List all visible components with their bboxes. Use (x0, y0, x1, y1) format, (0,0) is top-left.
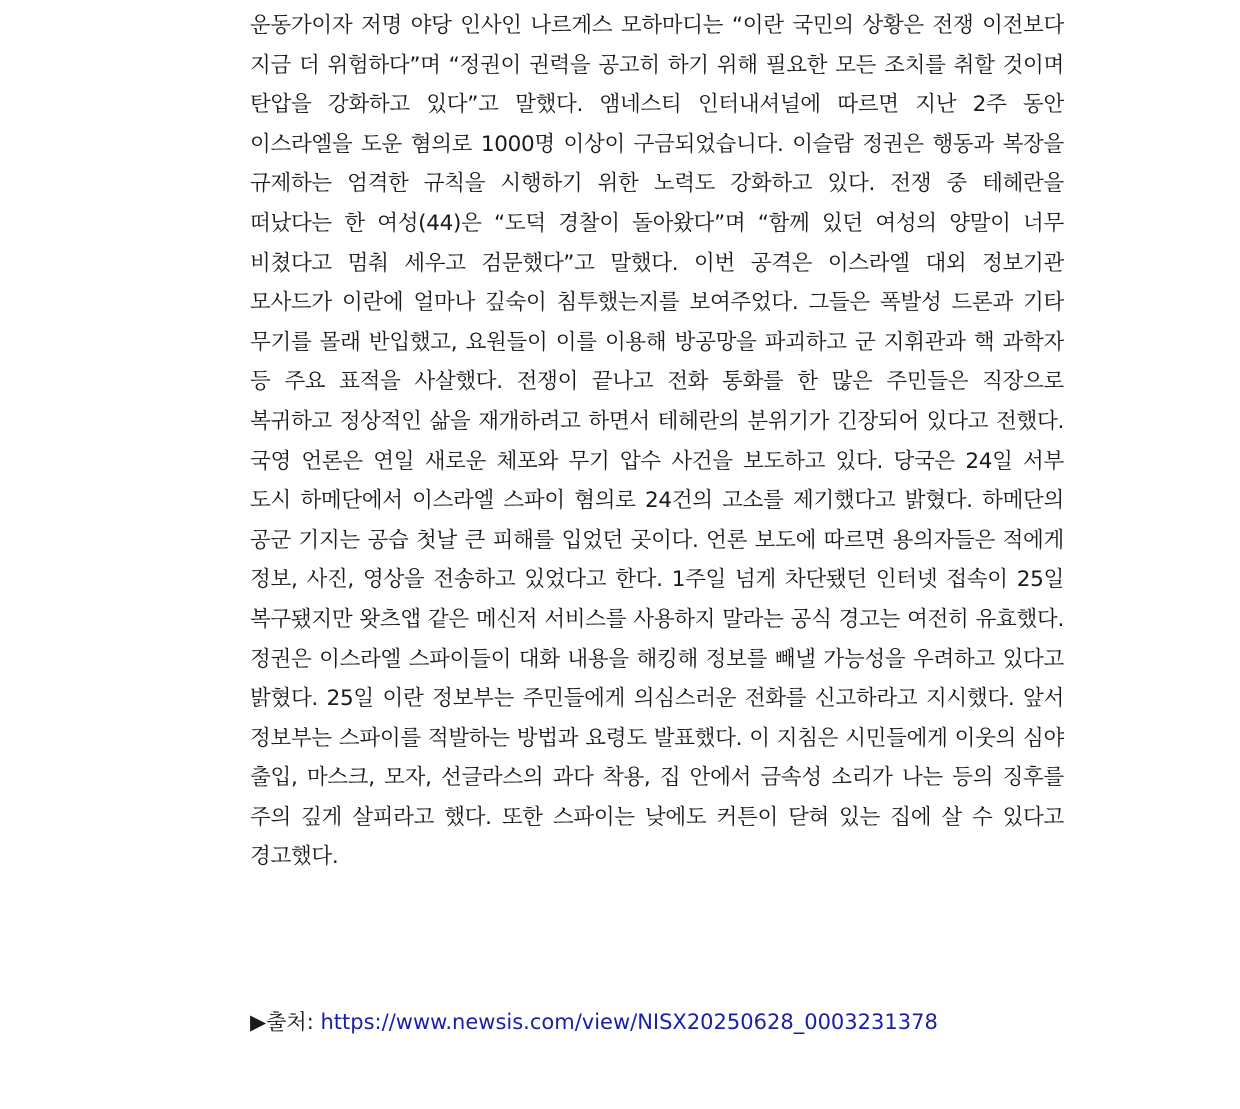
article-body: 운동가이자 저명 야당 인사인 나르게스 모하마디는 “이란 국민의 상황은 전쟁 이전보다 지금 더 위험하다”며 “정권이 권력을 공고히 하기 위해 필요한 모든 조치를 취할 것이며 탄압을 강화하고 있다”고 말했다. 앰네스티 인터내셔널에 따르면 지난 2주 동안 이스라엘을 도운 혐의로 1000명 이상이 구금되었습니다. 이슬람 정권은 행동과 복장을 규제하는 엄격한 규칙을 시행하기 위한 노력도 강화하고 있다. 전쟁 중 테헤란을 떠났다는 한 여성(44)은 “도덕 경찰이 돌아왔다”며 “함께 있던 여성의 양말이 너무 비쳤다고 멈춰 세우고 검문했다”고 말했다. 이번 공격은 이스라엘 대외 정보기관 모사드가 이란에 얼마나 깊숙이 침투했는지를 보여주었다. 그들은 폭발성 드론과 기타 무기를 몰래 반입했고, 요원들이 이를 이용해 방공망을 파괴하고 군 지휘관과 핵 과학자 등 주요 표적을 사살했다. 전쟁이 끝나고 전화 통화를 한 많은 주민들은 직장으로 복귀하고 정상적인 삶을 재개하려고 하면서 테헤란의 분위기가 긴장되어 있다고 전했다. 국영 언론은 연일 새로운 체포와 무기 압수 사건을 보도하고 있다. 당국은 24일 서부 도시 하메단에서 이스라엘 스파이 혐의로 24건의 고소를 제기했다고 밝혔다. 하메단의 공군 기지는 공습 첫날 큰 피해를 입었던 곳이다. 언론 보도에 따르면 용의자들은 적에게 정보, 사진, 영상을 전송하고 있었다고 한다. 1주일 넘게 차단됐던 인터넷 접속이 25일 복구됐지만 왓츠앱 같은 메신저 서비스를 사용하지 말라는 공식 경고는 여전히 유효했다. 정권은 이스라엘 스파이들이 대화 내용을 해킹해 정보를 빼낼 가능성을 우려하고 있다고 밝혔다. 25일 이란 정보부는 주민들에게 의심스러운 전화를 신고하라고 지시했다. 앞서 정보부는 스파이를 적발하는 방법과 요령도 발표했다. 이 지침은 시민들에게 이웃의 심야 출입, 마스크, 모자, 선글라스의 과다 착용, 집 안에서 금속성 소리가 나는 등의 징후를 주의 깊게 살피라고 했다. 또한 스파이는 낮에도 커튼이 닫혀 있는 집에 살 수 있다고 경고했다. (250, 13, 1064, 870)
source-line (250, 1004, 938, 1040)
article (250, 6, 1064, 877)
source-link[interactable]: https://www.newsis.com/view/NISX20250628_0003231378 (320, 1010, 938, 1034)
source-label: ▶출처: (250, 1010, 314, 1034)
